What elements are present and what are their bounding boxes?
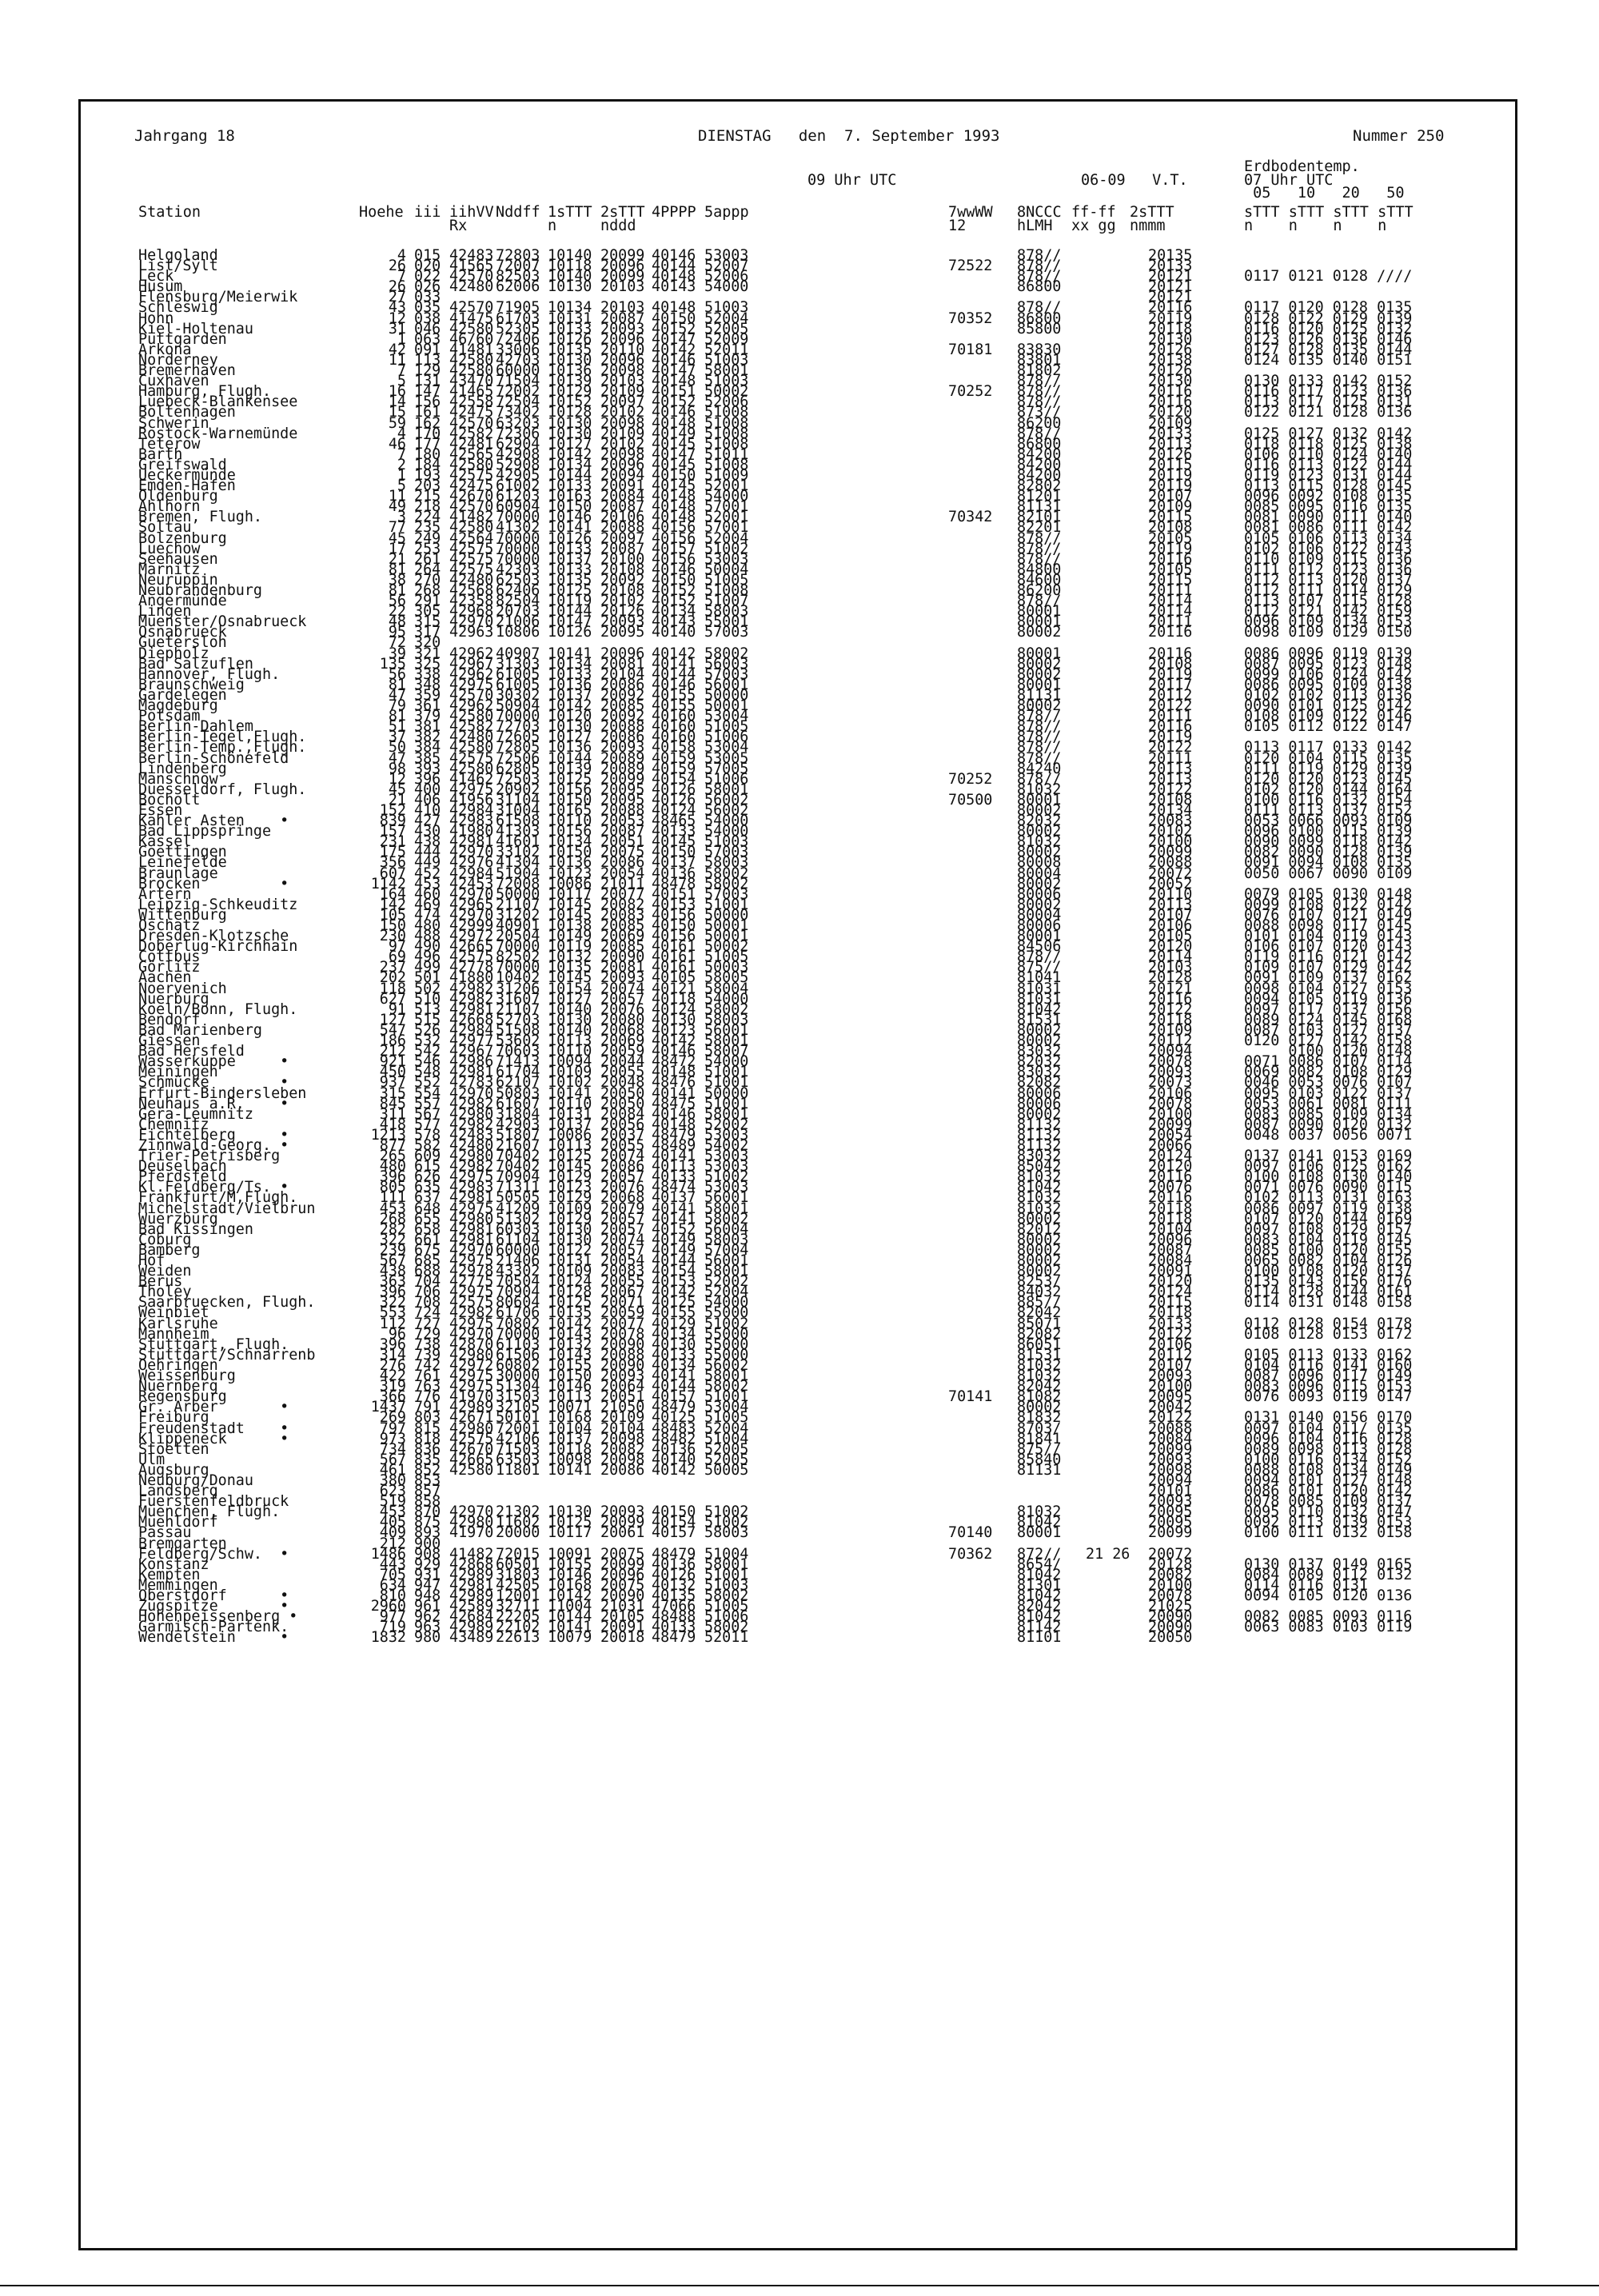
col-header-soil: sTTT sTTT sTTT sTTT [1244, 204, 1414, 221]
soil-temp-column: 0117 0121 0128 //// 0117 0120 0128 0135 0128 0122 0129 0139 0116 0120 0125 0132 0123 0126 0136 0146 0127 0128 0135 0144 0124 0135 0140 0151 0130 0133 0142 0152 0116 0117 0123 0136 0113 0117 0125 0131 0122 0121 0128 0136 0125 0127 0132 0142 0118 0118 0125 0138 0106 0110 0124 0140 0116 0113 0122 0144 0119 0123 0131 0144 0113 0115 0128 0145 0096 0092 0108 0135 0085 0095 0116 0135 0081 0090 0111 0140 0081 0086 0111 0142 0105 0106 0113 0134 0102 0106 0122 0143 0110 0109 0115 0136 0111 0112 0123 0136 0112 0113 0120 0137 0112 0111 0114 0129 0113 0107 0115 0128 0112 0121 0142 0159 0096 0109 0134 0153 0098 0109 0129 0150 0086 0096 0119 0139 0087 0095 0123 0148 0099 0106 0124 0142 0086 0095 0109 0138 0102 0102 0113 0136 0090 0101 0125 0142 0108 0109 0122 0146 0105 0112 0122 0147 0113 0117 0133 0142 0120 0104 0115 0135 0111 0119 0129 0139 0120 0120 0123 0145 0102 0120 0144 0164 0100 0116 0132 0154 0111 0113 0137 0152 0053 0066 0093 0109 0096 0100 0115 0139 0090 0099 0118 0142 0082 0090 0128 0139 0091 0094 0108 0135 0050 0067 0090 0109 0079 0105 0130 0148 0099 0108 0122 0142 0076 0107 0121 0149 0088 0098 0117 0145 0101 0104 0119 0143 0106 0107 0120 0143 0119 0116 0121 0142 0109 0107 0129 0142 0091 0109 0137 0162 0098 0104 0127 0153 0094 0105 0119 0136 0097 0117 0137 0156 0089 0124 0145 0168 0087 0103 0127 0137 0120 0127 0142 0158 0100 0120 0148 0071 0086 0107 0114 0069 0082 0108 0129 0046 0053 0076 0107 0095 0103 0122 0137 0053 0061 0081 0111 0083 0085 0109 0134 0087 0090 0120 0132 0048 0037 0056 0071 0137 0141 0153 0169 0097 0106 0125 0162 0100 0108 0130 0140 0071 0076 0090 0115 0102 0113 0131 0163 0086 0097 0119 0138 0107 0120 0144 0169 0097 0108 0129 0157 0083 0104 0119 0145 0085 0100 0120 0155 0065 0082 0104 0126 0100 0108 0120 0137 0135 0143 0156 0176 0114 0128 0144 0161 0114 0131 0148 0158 0112 0128 0154 0178 0108 0128 0153 0172 0105 0113 0133 0162 0104 0116 0141 0160 0087 0096 0117 0149 0083 0096 0115 0153 0076 0093 0119 0147 0131 0140 0156 0170 0097 0104 011/ 0135 0096 0104 0116 0128 0089 0098 0113 0128 0100 0116 0134 0152 0088 0108 0134 0149 0094 0101 0127 0148 0086 0101 0120 0142 0078 0085 0109 0137 0095 0110 0132 0147 0092 0113 0139 0153 0100 0111 0132 0158 0130 0137 0149 0165 0084 0089 0112 0132 0114 0116 0131 0094 0105 0120 0136 0082 0085 0093 0116 0063 0083 0103 0119 [1244, 268, 1413, 1636]
period-label: 06-09 V.T. [1081, 172, 1188, 189]
soil-temp-title: Erdbodentemp. [1244, 158, 1360, 175]
col-header-4pppp: 4PPPP [652, 204, 696, 221]
col-header-8nccc: 8NCCC [1017, 204, 1062, 221]
col-header-station: Station [138, 204, 201, 221]
col-subheader-xxgg: xx gg [1071, 218, 1116, 234]
col-subheader-12: 12 [948, 218, 967, 234]
bottom-rule [0, 2285, 1599, 2286]
5appp-column: 53003 52007 52006 54000 51003 52004 52005 52009 52011 51003 58001 51003 50002 52006 51008 51008 51008 51008 51011 51008 51009 52001 54000 57001 52001 57001 52004 51002 53003 50004 51005 51008 51007 58003 55001 57003 58002 56003 57003 56001 50000 50001 53004 51005 51006 53004 53005 57005 51006 58001 56002 56002 54000 54000 51003 57003 58003 58002 58002 57003 51001 50000 50001 50001 50002 51005 50003 58005 58004 54000 58002 58003 56001 58001 58007 54000 51001 51001 50000 51001 58001 52002 53003 54002 53003 53003 51002 53003 56001 58001 58002 56004 58003 57004 56001 58001 52002 52004 54000 55000 51002 55000 55000 55000 56002 58001 58002 51001 53004 51005 52004 51004 52005 52005 50005 51002 51002 58003 51004 58001 51001 51003 58002 51005 51006 58002 52011 [704, 247, 749, 1647]
4pppp-column: 40146 40144 40148 40143 40148 40150 40152 40147 40142 40146 40147 40148 40151 40152 40146 40148 40149 40145 40147 40145 40150 40145 40148 40148 40148 40156 40156 40157 40156 40146 40150 40152 40152 40134 40143 40140 40142 40141 40144 40146 40155 40155 40160 40160 40160 40158 40159 40159 40154 40126 40126 40124 48465 40133 40145 40150 40137 40136 48478 40151 40153 40156 40150 40156 40161 40161 40161 40105 40121 40118 40124 40130 40123 40142 40146 48472 40148 48476 40141 48475 40146 40148 48479 48489 40141 40113 40133 48474 40137 40141 40141 40152 40149 40149 40144 40154 40153 40142 40125 40155 40129 40134 40130 40133 40134 40141 40144 40157 48479 40125 48483 48482 40136 40140 40142 40150 40154 40157 48479 40136 40126 40132 40135 47066 48488 40133 48479 [652, 247, 696, 1647]
col-header-nddff: Nddff [496, 204, 540, 221]
8nccc-column: 878// 878// 878// 86800 878// 86800 85800 83830 83801 81802 878// 878// 878// 873// 86200 878// 86800 84200 84200 84200 82802 81201 81131 82101 82201 878// 878// 878// 84800 84600 86200 878// 80001 80001 80002 80001 80002 80002 80001 81131 80002 878// 878// 878// 878// 878// 84240 878// 81032 80001 80002 82032 80002 81032 80002 80008 80004 80002 80006 80002 80004 80006 80001 84506 878// 875// 81041 81031 81031 81042 81531 80002 80002 83032 82032 83032 82082 80006 80006 80002 81132 81132 81132 83032 85042 81032 81042 81032 81032 80002 82012 80002 80002 80002 80002 8253/ 84032 885// 82042 85071 82082 86051 81531 81032 81032 82042 81082 80002 81832 8703/ 81841 875// 85840 81131 81032 81042 80001 872// 8654/ 81042 81301 81042 82042 81042 81142 81101 [1017, 247, 1062, 1647]
7wwww-column: 72522 70352 70181 70252 70342 70252 70500 70141 70140 70362 [948, 258, 993, 1563]
soil-time-label: 07 Uhr UTC [1244, 172, 1334, 189]
2sttt-column: 20099 20096 20099 20103 20103 20087 20093 20096 20110 20096 20098 20103 20109 20097 20102 20098 20109 20102 20098 20096 20094 20091 20084 20087 20106 20088 20097 20087 20100 20108 20092 20108 20102 20126 20093 20095 20096 20081 20104 20086 20092 20085 20092 20088 20086 20093 20089 20089 20099 20095 20095 20088 20053 20087 20051 20075 20086 20054 21011 20077 20082 20083 20085 20069 20085 20090 20081 20093 20074 20057 20076 20080 20068 20069 20059 20044 20055 20048 20050 20050 20084 20056 20037 20055 20074 20086 20057 20076 20068 20079 20057 20057 20074 20057 20054 20083 20055 20067 20071 20059 20077 20078 20090 20088 20090 20093 20064 20051 21050 20109 20104 20098 20082 20098 20086 20093 20099 20061 20075 20099 20096 20075 20090 21031 20105 20091 20018 [600, 247, 645, 1647]
col-subheader-hlmh: hLMH [1017, 218, 1053, 234]
iii-column: 015 020 022 026 033 035 038 046 063 091 113 129 131 147 156 161 162 170 177 180 184 193 203 215 218 224 235 249 253 261 264 270 268 291 305 315 317 320 321 325 338 348 359 361 379 381 382 384 385 393 396 400 406 410 427 430 438 444 449 452 453 460 469 474 480 488 490 496 499 501 502 510 513 515 526 532 542 546 548 552 554 557 567 577 578 582 609 615 626 635 637 648 655 658 661 675 685 688 704 706 708 724 727 729 738 739 742 761 763 776 791 803 815 818 836 835 852 853 857 858 870 875 893 900 908 929 931 947 948 961 962 963 980 [414, 247, 441, 1647]
volume-label: Jahrgang 18 [134, 127, 235, 145]
issue-number: Nummer 250 [1353, 127, 1445, 145]
soil-depths: 05 10 20 50 [1244, 185, 1405, 202]
col-subheader-nmmm: nmmm [1130, 218, 1166, 234]
col-header-iii: iii [414, 204, 441, 221]
tmin-column: 20135 20133 20121 20121 20121 20116 20119 20118 20130 20126 20138 20126 20130 20116 20116 20120 20109 20133 20113 20126 20115 20119 20119 20107 20109 20115 20108 20105 20119 20116 20105 20115 20111 20114 20114 20111 20116 20116 20108 20119 20117 20112 20122 20111 20116 20119 20122 20111 20113 20113 20122 20108 20134 20083 20102 20100 20099 20088 20072 20052 20110 20113 20107 20106 20105 20120 20114 20103 20128 20121 20116 20122 20118 20109 20112 20094 20078 20093 20073 20106 20078 20100 20099 20054 20066 20124 20120 20116 20076 20116 20118 20118 20104 20096 20087 20084 20091 20120 20124 20115 20118 20133 20122 20106 20112 20107 20093 20100 20095 20042 20122 20088 20084 20099 20093 20098 20094 20101 20093 20095 20095 20099 20072 20128 20082 20100 20078 21025 20090 20090 20050 [1148, 247, 1193, 1647]
col-header-2sttt-min: 2sTTT [1130, 204, 1174, 221]
col-header-hoehe: Hoehe [359, 204, 404, 221]
station-column: Helgoland List/Sylt Leck Husum Flensburg/Meierwik Schleswig Hohn Kiel-Holtenau Puttgarden Arkona Norderney Bremerhaven Cuxhaven Hamburg, Flugh. Luebeck-Blankensee Boltenhagen Schwerin Rostock-Warnemünde Teterow Barth Greifswald Ueckermünde Emden-Hafen Oldenburg Ahlhorn Bremen, Flugh. Soltau Bolzenburg Luechow Seehausen Marnitz Neuruppin Neubrandenburg Angermünde Lingen Muenster/Osnabrueck Osnabrueck Guetersloh Diepholz Bad Salzuflen Hannover, Flugh. Braunschweig Gardelegen Magdeburg Potsdam Berlin-Dahlem Berlin-Tegel,Flugh. Berlin-Temp.,Flugh. Berlin-Schönefeld Lindenberg Manschnow Duesseldorf, Flugh. Bocholt Essen Kahler Asten • Bad Lippspringe Kassel Goettingen Leinefelde Braunlage Brocken • Artern Leipzig-Schkeuditz Wittenburg Oschatz Dresden-Klotzsche Doberlug-Kirchhain Cottbus Görlitz Aachen Noervenich Nuerburg Koeln/Bonn, Flugh. Bendorf Bad Marienberg Giessen Bad Hersfeld Wasserkuppe • Meiningen Schmücke • Erfurt-Bindersleben Neuhaus a.R. • Gera-Leumnitz Chemnitz Fichtelberg • Zinnwald-Georg. • Trier-Petrisberg Deuselbach Pferdsfeld Kl.Feldberg/Ts. • Frankfurt/M,Flugh. Michelstadt/Vielbrun Wuerzburg Bad Kissingen Coburg Bamberg Hof Weiden Berus Tholey Saarbruecken, Flugh. Weinbiet Karlsruhe Mannheim Stuttgart, Flugh. Stuttgart/Schnarrenb Oehringen Weissenburg Nuernberg Regensburg Gr. Arber • Freiburg Freudenstadt • Klippeneck • Stoetten Ulm Augsburg Neuburg/Donau Landsberg Fuerstenfeldbruck Muenchen, Flugh. Muehldorf Passau Bremgarten Feldberg/Schw. • Konstanz Kempten Memmingen Oberstdorf • Zugspitze • Hohenpeissenberg • Garmisch-Partenk. Wendelstein • [138, 247, 316, 1647]
nddff-column: 72803 72007 82503 62006 71905 61703 52305 /2406 33006 42703 60000 71504 72002 72504 73402 63203 72306 62904 42908 52908 42905 61002 61203 60904 70000 41302 70000 70000 70000 42303 62503 62406 82504 20703 21006 10806 40907 31303 61005 61005 30302 50904 70000 72703 72605 72805 72506 62805 72503 20902 31104 31004 61508 41303 41601 33102 41304 51904 72008 50000 21107 31202 40901 20504 70000 82502 70000 10402 31206 31607 21107 52703 51508 53602 70603 71413 61704 62107 50803 61607 31804 42903 51807 21607 70402 70402 70904 71311 50505 41209 51302 60303 61104 60000 21406 43302 70504 70904 80604 61706 70802 70000 61103 61506 60802 30000 51304 31503 32105 50101 72001 42106 71503 63503 11801 21302 11602 20000 72015 60501 31803 42505 12001 32711 22205 22102 22613 [496, 247, 540, 1647]
ffgg-column: 21 26 [1086, 1545, 1130, 1563]
col-header-5appp: 5appp [704, 204, 749, 221]
col-header-7wwww: 7wwWW [948, 204, 993, 221]
col-subheader-soil-n: n n n n [1244, 218, 1387, 234]
col-header-ffff: ff-ff [1071, 204, 1116, 221]
hoehe-column: 4 26 7 26 27 43 12 31 1 42 11 7 5 16 14 15 59 4 46 7 2 1 5 11 49 3 77 45 17 21 81 38 81 56 22 48 95 72 39 135 56 81 47 79 81 51 37 50 47 98 12 45 21 152 839 157 231 175 356 607 1142 164 142 105 150 230 97 69 237 202 118 627 91 127 547 186 212 921 450 937 315 845 311 418 1213 877 265 480 396 805 111 453 268 282 322 239 567 438 363 396 322 553 112 96 396 314 276 422 319 366 1437 269 797 973 734 567 461 380 623 519 453 405 409 212 1486 443 705 634 810 2960 977 719 1832 [370, 247, 406, 1647]
iihvv-column: 42483 41565 42570 42480 42570 41475 42580 46/60 41481 42580 42580 43470 41465 42558 42475 42570 42582 42481 42565 42580 42575 42475 42670 42570 41482 42580 42564 42575 42575 42575 42480 42568 42358 42968 42970 42963 42962 42967 42962 42975 42570 42962 42580 42582 42480 42580 42575 42580 41462 42975 41956 42984 42983 41980 42981 42970 42976 42984 42453 42970 42965 42970 42999 42972 42665 42575 42778 41880 42982 42982 42981 42668 42984 42977 42967 42986 42981 42783 42970 42982 42980 42982 42483 42480 42980 42982 42975 42983 42981 42975 42980 42981 42981 42970 42975 42978 42775 42975 42575 42982 42975 42970 42870 42980 42972 42975 42975 41970 42989 42671 42980 42575 42670 42665 42580 42970 42980 41970 41482 42868 42989 42981 42989 42589 42684 42989 43489 [449, 247, 494, 1647]
col-subheader-n: n [548, 218, 557, 234]
col-subheader-nddd: nddd [600, 218, 636, 234]
date-line: DIENSTAG den 7. September 1993 [698, 127, 1000, 145]
1sttt-column: 10140 10118 10140 10130 10134 10131 10133 10126 10135 10130 10136 10139 10129 10152 10128 10130 10130 10127 10142 10134 10144 10133 10163 10150 10146 10141 10126 10133 10137 10133 10135 10125 10119 10144 10147 10126 10141 10134 10133 10136 10137 10142 10120 10130 10127 10136 10144 10139 10125 10156 10150 10165 10110 10156 10134 10150 10136 10123 10086 10117 10145 10145 10138 10149 10119 10132 10135 10145 10154 10127 10140 10130 10140 10113 10110 10094 10109 10102 10141 10110 10131 10137 10086 10113 10125 10145 10129 10123 10129 10109 10129 10130 10130 10122 10131 10109 10124 10128 10125 10135 10142 10143 10132 10143 10155 10150 10146 10113 10071 10168 10104 10137 10118 10098 10141 10130 10125 10117 10091 10155 10146 10168 10142 11004 10144 10141 10079 [548, 247, 592, 1647]
col-subheader-rx: Rx [449, 218, 468, 234]
obs-time-label: 09 Uhr UTC [807, 172, 897, 189]
col-header-1sttt: 1sTTT [548, 204, 592, 221]
col-header-2sttt: 2sTTT [600, 204, 645, 221]
col-header-iihvv: iihVV [449, 204, 494, 221]
